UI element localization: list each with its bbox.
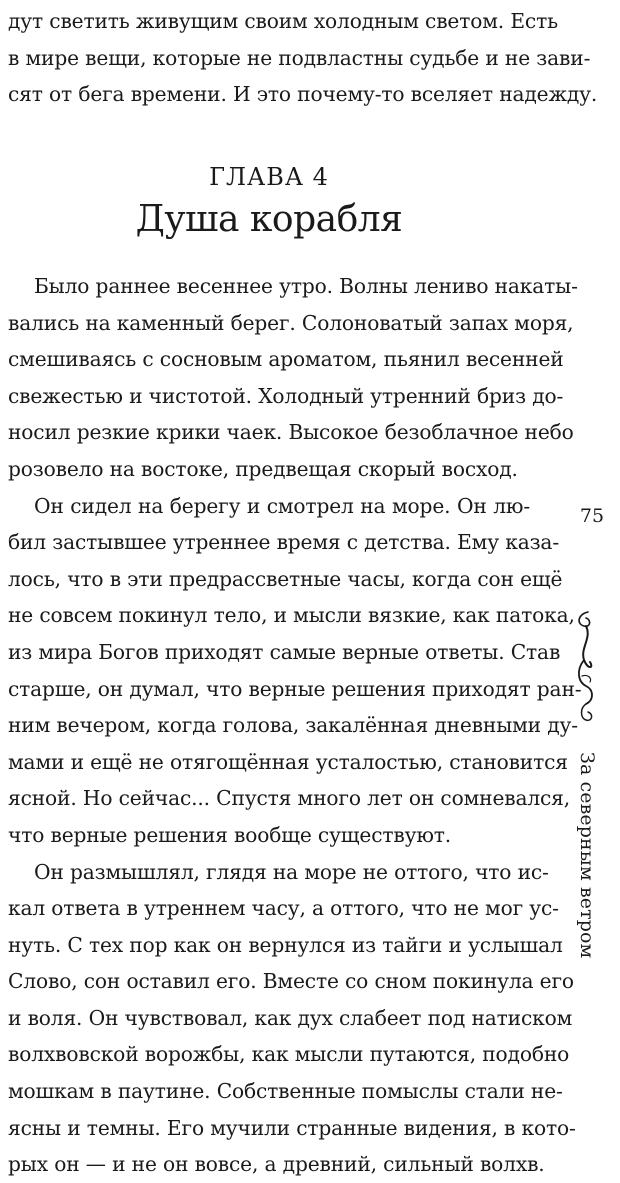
flourish-ornament-icon — [570, 608, 602, 728]
text-line: волхвовской ворожбы, как мысли путаются, подобно — [8, 1042, 570, 1067]
text-line: мошкам в паутине. Собственные помыслы стали не- — [8, 1079, 563, 1104]
text-line: нуть. С тех пор как он вернулся из тайги и услышал — [8, 932, 563, 957]
text-line: мами и ещё не отягощённая усталостью, становится — [8, 749, 568, 774]
text-line: в мире вещи, которые не подвластны судьбе и не зави- — [8, 45, 591, 70]
text-line: ним вечером, когда голова, закалённая дневными ду- — [8, 713, 578, 738]
text-line: Он размышлял, глядя на море не оттого, что ис- — [34, 859, 549, 884]
text-line: из мира Богов приходят самые верные ответы. Став — [8, 639, 561, 664]
chapter-heading — [8, 158, 530, 244]
text-line: старше, он думал, что верные решения приходят ран- — [8, 676, 582, 701]
paragraph — [8, 854, 576, 1183]
text-line: лось, что в эти предрассветные часы, когда сон ещё — [8, 566, 563, 591]
text-line: рых он — и не он вовсе, а древний, сильный волхв. — [8, 1152, 545, 1177]
page-number: 75 — [579, 505, 605, 527]
text-line: вались на каменный берег. Солоноватый запах моря, — [8, 310, 574, 335]
text-line: смешиваясь с сосновым ароматом, пьянил весенней — [8, 347, 564, 372]
text-line: дут светить живущим своим холодным светом. Есть — [8, 9, 558, 33]
text-line: Он сидел на берегу и смотрел на море. Он лю- — [34, 493, 530, 518]
text-line: свежестью и чистотой. Холодный утренний бриз до- — [8, 383, 564, 408]
text-line: кал ответа в утреннем часу, а оттого, что не мог ус- — [8, 896, 559, 921]
continued-paragraph — [8, 3, 598, 113]
text-line: Слово, сон оставил его. Вместе со сном покинула его — [8, 969, 574, 994]
text-line: розовело на востоке, предвещая скорый восход. — [8, 456, 518, 481]
paragraph — [8, 268, 578, 488]
paragraph — [8, 488, 582, 854]
chapter-label: ГЛАВА 4 — [209, 163, 329, 191]
text-line: и воля. Он чувствовал, как дух слабеет под натиском — [8, 1005, 573, 1030]
chapter-title: Душа корабля — [135, 199, 403, 240]
text-line: сят от бега времени. И это почему-то вселяет надежду. — [8, 82, 598, 107]
running-head: За северным ветром — [576, 752, 598, 959]
text-line: носил резкие крики чаек. Высокое безоблачное небо — [8, 420, 574, 445]
text-line: не совсем покинул тело, и мысли вязкие, как патока, — [8, 603, 575, 628]
text-line: что верные решения вообще существуют. — [8, 822, 452, 847]
text-line: ясной. Но сейчас... Спустя много лет он сомневался, — [8, 786, 571, 811]
chapter-body — [8, 268, 582, 1183]
text-line: бил застывшее утреннее время с детства. Ему каза- — [8, 530, 559, 555]
text-line: ясны и темны. Его мучили странные видения, в кото- — [8, 1115, 576, 1140]
text-line: Было раннее весеннее утро. Волны лениво накаты- — [34, 274, 578, 298]
